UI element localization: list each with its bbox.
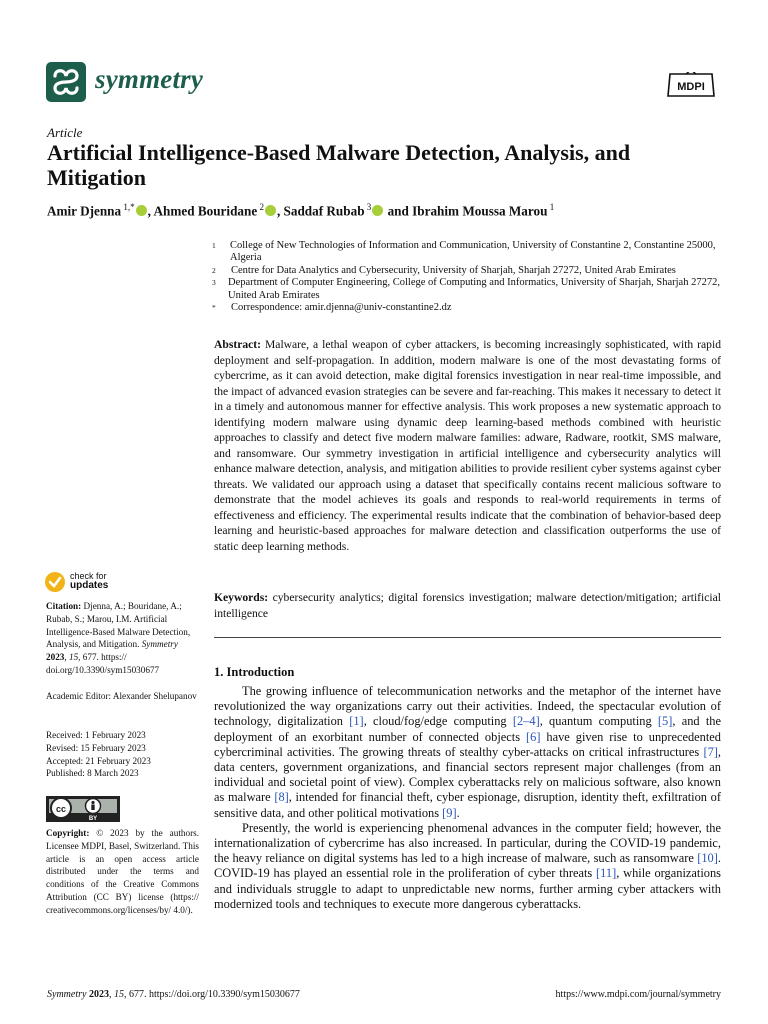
check-line1: check for <box>70 571 107 581</box>
affiliation-text: Department of Computer Engineering, College of Computing and Informatics, University of Sharjah, Sharjah 27272, United Arab Emirates <box>228 277 720 301</box>
reference-link[interactable]: [10] <box>697 851 718 866</box>
article-type: Article <box>47 125 83 140</box>
keywords-label: Keywords: <box>214 591 269 604</box>
received-date: Received: 1 February 2023 <box>46 730 146 740</box>
paragraph: The growing influence of telecommunication networks and the metaphor of the internet have revolutionized the way organizations carry out their activities. Indeed, the spectacular evolution of technology, digitalization [1], cloud/fog/edge computing [2–4], quantum computing [5], and the deployment of an exorbitant number of connected objects [6] have given rise to unprecedented cybercriminal activities. The growing threats of stealthy cyber-attacks on critical infrastructures [7], data centers, government organizations, and financial sectors represent major challenges (from an individual and societal point of view). Complex cyberattacks rely on malicious software, also known as malware [8], intended for financial theft, cyber espionage, disruption, identity theft, exfiltration of sensitive data, and other political motivations [9]. <box>214 684 721 820</box>
copyright-block <box>46 827 199 917</box>
reference-link[interactable]: [6] <box>526 729 541 744</box>
footer-url[interactable]: https://www.mdpi.com/journal/symmetry <box>555 989 721 1000</box>
footer-journal: Symmetry <box>47 989 87 1000</box>
affiliation-number: 3 <box>212 278 216 288</box>
check-line2: updates <box>70 580 109 591</box>
orcid-icon[interactable] <box>136 205 147 216</box>
copyright-label: Copyright: <box>46 828 90 838</box>
author-affiliation-mark: 3 <box>364 202 372 212</box>
reference-link[interactable]: [7] <box>703 744 718 759</box>
dates-block <box>46 729 199 780</box>
abstract <box>214 337 721 554</box>
academic-editor: Academic Editor: Alexander Shelupanov <box>46 691 197 701</box>
keywords-text: cybersecurity analytics; digital forensics investigation; malware detection/mitigation; artificial intelligence <box>214 591 721 620</box>
divider <box>214 637 721 638</box>
footer-year: 2023 <box>88 989 109 1000</box>
affiliation-number: 1 <box>212 241 216 250</box>
reference-link[interactable]: [2–4] <box>512 714 540 729</box>
author-name: Ibrahim Moussa Marou <box>412 203 548 219</box>
reference-link[interactable]: [8] <box>274 790 289 805</box>
affiliations <box>212 240 722 314</box>
abstract-label: Abstract: <box>214 338 262 351</box>
affiliation-item <box>212 302 722 314</box>
author-name: Amir Djenna <box>47 203 122 219</box>
affiliation-number: 2 <box>212 265 216 275</box>
citation-journal: Symmetry <box>141 639 178 650</box>
footer-volume: 15 <box>113 989 124 1000</box>
author-list: Amir Djenna $^{1,*}$ , Ahmed Bouridane $^2$ , Saddaf Rubab $^3$ and Ibrahim Moussa Marou $^1$ <box>47 202 555 219</box>
orcid-icon[interactable] <box>372 205 383 216</box>
journal-name: symmetry <box>95 64 204 94</box>
body-text <box>214 684 721 912</box>
publisher-name: MDPI <box>677 81 705 93</box>
revised-date: Revised: 15 February 2023 <box>46 742 146 753</box>
published-date: Published: 8 March 2023 <box>46 768 139 779</box>
orcid-icon[interactable] <box>265 205 276 216</box>
cc-by-license-badge[interactable] <box>46 796 120 822</box>
author-name: Ahmed Bouridane <box>153 203 258 219</box>
page-footer <box>47 989 721 1000</box>
citation-label: Citation: <box>46 601 82 611</box>
reference-link[interactable]: [1] <box>349 714 364 729</box>
citation-block: Citation: Djenna, A.; Bouridane, A.; Rubab, S.; Marou, I.M. Artificial Intelligence-Based Malware Detection, Analysis, and Mitigation. Symmetry 2023, 15, 677. https:// doi.org/10.3390/sym15030677 <box>46 601 191 675</box>
footer-doi[interactable]: , 677. https://doi.org/10.3390/sym15030677 <box>123 989 300 1000</box>
accepted-date: Accepted: 21 February 2023 <box>46 755 151 766</box>
check-updates-icon[interactable] <box>44 571 66 593</box>
affiliation-item <box>212 277 722 302</box>
citation-doi[interactable]: , 677. https:// doi.org/10.3390/sym15030677 <box>46 652 160 675</box>
svg-text:cc: cc <box>55 804 67 814</box>
article-title: Artificial Intelligence-Based Malware Detection, Analysis, and Mitigation <box>47 140 631 190</box>
citation-text: Djenna, A.; Bouridane, A.; Rubab, S.; Marou, I.M. Artificial Intelligence-Based Malware Detection, Analysis, and Mitigation. <box>46 601 191 650</box>
author-affiliation-mark: 1 <box>547 202 555 212</box>
reference-link[interactable]: [11] <box>596 866 617 881</box>
affiliation-text: Centre for Data Analytics and Cybersecurity, University of Sharjah, Sharjah 27272, United Arab Emirates <box>231 264 676 276</box>
copyright-text: © 2023 by the authors. Licensee MDPI, Basel, Switzerland. This article is an open access article distributed under the terms and conditions of the Creative Commons Attribution (CC BY) license (https:// creativecommons.org/licenses/by/ 4.0/). <box>46 828 199 915</box>
abstract-text: Malware, a lethal weapon of cyber attackers, is becoming increasingly sophisticated, with rapid deployment and self-propagation. In addition, modern malware is one of the most devastating forms of cybercrime, as it can avoid detection, make digital forensics investigation in near real-time impossible, and the impact of advanced evasion strategies can be severe and far-reaching. This makes it necessary to detect it in a timely and autonomous manner for effective analysis. This work proposes a new systematic approach to identifying modern malware using dynamic deep learning-based methods combined with heuristic approaches to classify and detect five modern malware families: adware, Radware, rootkit, SMS malware, and ransomware. Our symmetry investigation in artificial intelligence and cybersecurity analytics will enhance malware detection, analysis, and mitigation abilities to provide resilient cyber systems against cyber threats. We validated our approach using a dataset that specifically contains recent malicious software to demonstrate that the model achieves its goals and responds to real-world requirements in terms of effectiveness and efficiency. The experimental results indicate that the combination of behavior-based deep learning and heuristic-based approaches for malware detection and classification outperforms the use of static deep learning methods. <box>214 338 721 553</box>
citation-year: 2023 <box>46 652 65 663</box>
affiliation-number: * <box>212 303 216 313</box>
affiliation-item <box>212 265 722 277</box>
author-affiliation-mark: 2 <box>257 202 264 212</box>
mdpi-logo <box>666 72 716 98</box>
author-name: Saddaf Rubab <box>283 203 365 219</box>
check-updates-button[interactable] <box>70 572 108 590</box>
affiliation-item <box>212 240 722 265</box>
reference-link[interactable]: [9] <box>442 805 457 820</box>
citation-volume: 15 <box>68 652 79 663</box>
cc-by-label: BY <box>88 816 98 822</box>
footer-citation: Symmetry 2023, 15, 677. https://doi.org/10.3390/sym15030677 <box>47 989 300 1000</box>
section-title: 1. Introduction <box>214 665 295 679</box>
reference-link[interactable]: [5] <box>657 714 673 729</box>
paragraph: Presently, the world is experiencing phenomenal advances in the computer field; however, the internationalization of cybercrime has also increased. In particular, during the COVID-19 pandemic, the heavy reliance on digital systems has led to a high increase of malware, such as ransomware [10]. COVID-19 has played an essential role in the proliferation of cyber threats [11], while organizations and individuals struggle to adapt to unpredictable new norms, further arming cyber attackers with modernized tools and techniques to execute more dangerous cyberattacks. <box>214 820 721 911</box>
affiliation-text: Correspondence: amir.djenna@univ-constantine2.dz <box>231 302 452 314</box>
author-affiliation-mark: 1,* <box>121 202 135 212</box>
symmetry-logo-icon <box>46 62 86 102</box>
keywords <box>214 590 721 621</box>
affiliation-text: College of New Technologies of Information and Communication, University of Constantine 2, Constantine 25000, Algeria <box>230 240 716 264</box>
